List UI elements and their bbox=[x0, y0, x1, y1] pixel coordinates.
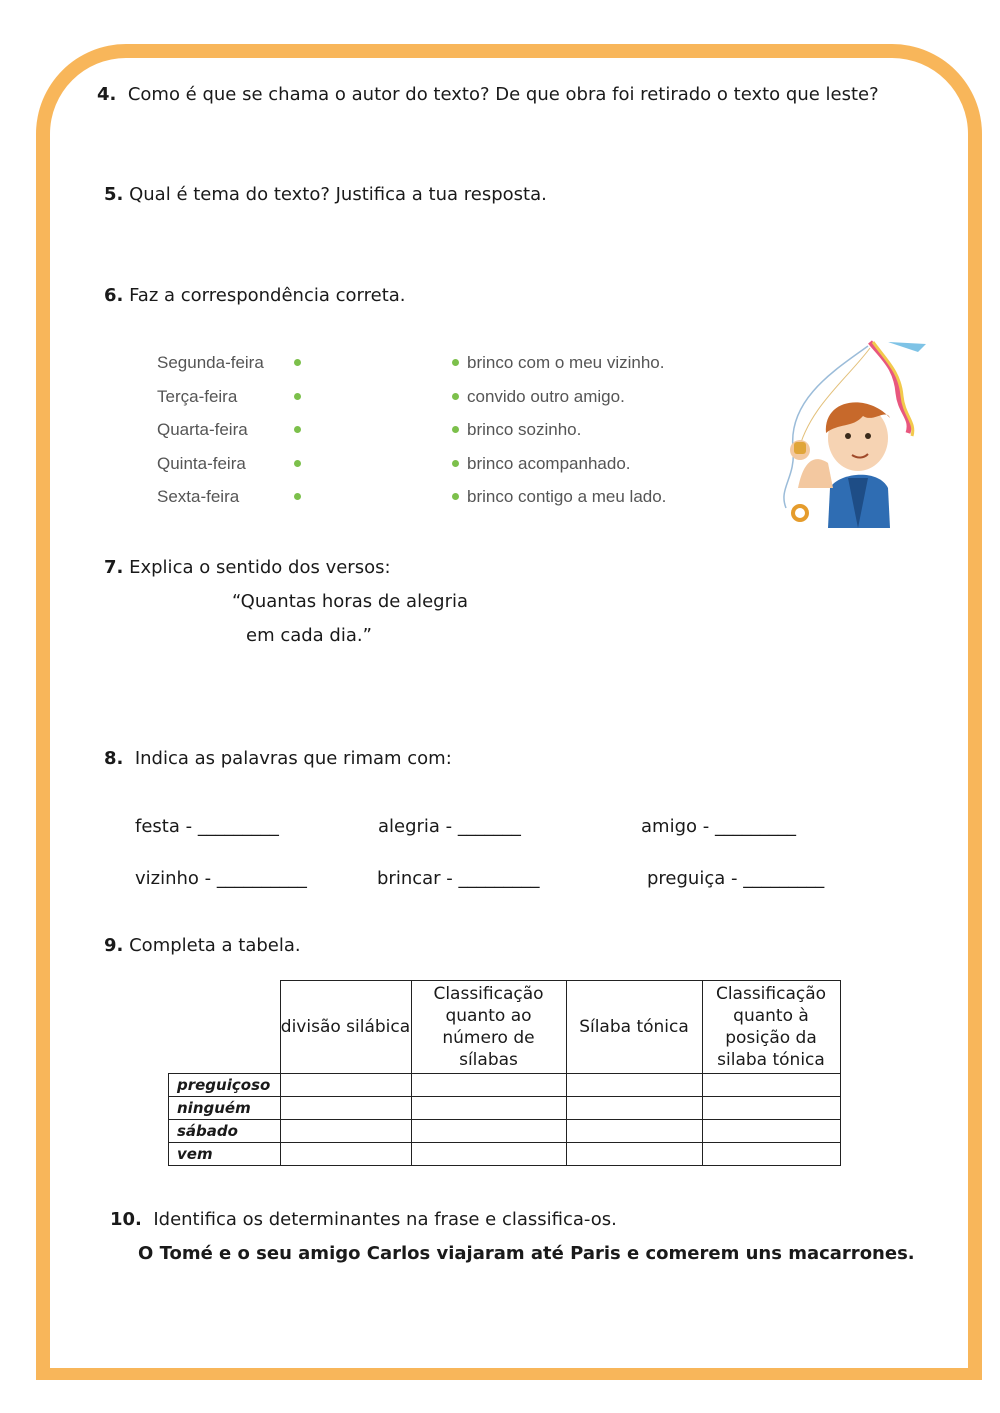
page-frame bbox=[36, 44, 982, 1380]
match-dot[interactable] bbox=[294, 460, 301, 467]
syllable-table bbox=[168, 980, 841, 1166]
question-text: Explica o sentido dos versos: bbox=[129, 557, 391, 578]
question-number: 9. bbox=[104, 935, 124, 956]
match-dot[interactable] bbox=[452, 493, 459, 500]
match-left-item: Segunda-feira bbox=[157, 353, 264, 372]
verse-line-2: em cada dia.” bbox=[246, 625, 372, 646]
question-9 bbox=[104, 935, 301, 956]
match-right-item: brinco com o meu vizinho. bbox=[467, 353, 665, 372]
question-text: Qual é tema do texto? Justifica a tua resposta. bbox=[129, 184, 547, 205]
table-cell[interactable] bbox=[280, 1143, 411, 1166]
table-cell[interactable] bbox=[411, 1097, 566, 1120]
table-cell[interactable] bbox=[702, 1143, 840, 1166]
table-cell[interactable] bbox=[702, 1120, 840, 1143]
table-cell[interactable] bbox=[566, 1097, 702, 1120]
table-header: divisão silábica bbox=[280, 981, 411, 1074]
row-word: vem bbox=[169, 1143, 281, 1166]
table-cell[interactable] bbox=[280, 1097, 411, 1120]
match-right-item: brinco acompanhado. bbox=[467, 454, 631, 473]
match-dot[interactable] bbox=[294, 493, 301, 500]
table-cell[interactable] bbox=[411, 1074, 566, 1097]
rhyme-blank[interactable]: preguiça - _________ bbox=[647, 868, 825, 889]
match-dot[interactable] bbox=[294, 393, 301, 400]
match-dot[interactable] bbox=[452, 460, 459, 467]
question-number: 4. bbox=[97, 84, 117, 105]
question-number: 7. bbox=[104, 557, 124, 578]
table-header: Classificação quanto ao número de sílabas bbox=[411, 981, 566, 1074]
question-number: 8. bbox=[104, 748, 124, 769]
table-cell[interactable] bbox=[280, 1074, 411, 1097]
question-5 bbox=[104, 184, 547, 205]
row-word: ninguém bbox=[169, 1097, 281, 1120]
match-right-item: brinco contigo a meu lado. bbox=[467, 487, 667, 506]
question-number: 10. bbox=[110, 1209, 142, 1230]
match-left-item: Sexta-feira bbox=[157, 487, 240, 506]
question-text: Como é que se chama o autor do texto? De que obra foi retirado o texto que leste? bbox=[127, 84, 879, 105]
question-text: Identifica os determinantes na frase e classifica-os. bbox=[153, 1209, 617, 1230]
question-number: 5. bbox=[104, 184, 124, 205]
table-row bbox=[169, 1097, 841, 1120]
rhyme-blank[interactable]: alegria - _______ bbox=[378, 816, 521, 837]
table-row bbox=[169, 1120, 841, 1143]
rhyme-blank[interactable]: brincar - _________ bbox=[377, 868, 540, 889]
rhyme-blank[interactable]: vizinho - __________ bbox=[135, 868, 307, 889]
question-text: Indica as palavras que rimam com: bbox=[134, 748, 452, 769]
table-corner bbox=[169, 981, 281, 1074]
table-cell[interactable] bbox=[566, 1074, 702, 1097]
table-cell[interactable] bbox=[566, 1120, 702, 1143]
table-cell[interactable] bbox=[702, 1074, 840, 1097]
question-text: Faz a correspondência correta. bbox=[129, 285, 406, 306]
rhyme-blank[interactable]: festa - _________ bbox=[135, 816, 279, 837]
question-8 bbox=[104, 748, 452, 769]
question-7 bbox=[104, 557, 391, 578]
table-row bbox=[169, 1074, 841, 1097]
table-header: Sílaba tónica bbox=[566, 981, 702, 1074]
match-left-item: Quarta-feira bbox=[157, 420, 248, 439]
verse-line-1: “Quantas horas de alegria bbox=[232, 591, 469, 612]
match-dot[interactable] bbox=[452, 393, 459, 400]
match-dot[interactable] bbox=[452, 359, 459, 366]
question-6 bbox=[104, 285, 406, 306]
match-left-item: Quinta-feira bbox=[157, 454, 246, 473]
question-10 bbox=[110, 1209, 617, 1230]
question-4 bbox=[97, 84, 879, 105]
match-dot[interactable] bbox=[294, 359, 301, 366]
table-cell[interactable] bbox=[280, 1120, 411, 1143]
match-left-item: Terça-feira bbox=[157, 387, 238, 406]
match-dot[interactable] bbox=[452, 426, 459, 433]
example-sentence: O Tomé e o seu amigo Carlos viajaram até Paris e comerem uns macarrones. bbox=[138, 1243, 915, 1264]
table-header: Classificação quanto à posição da silaba tónica bbox=[702, 981, 840, 1074]
table-cell[interactable] bbox=[702, 1097, 840, 1120]
match-right-item: brinco sozinho. bbox=[467, 420, 582, 439]
match-dot[interactable] bbox=[294, 426, 301, 433]
question-number: 6. bbox=[104, 285, 124, 306]
question-text: Completa a tabela. bbox=[129, 935, 301, 956]
table-cell[interactable] bbox=[566, 1143, 702, 1166]
rhyme-blank[interactable]: amigo - _________ bbox=[641, 816, 796, 837]
table-cell[interactable] bbox=[411, 1120, 566, 1143]
row-word: sábado bbox=[169, 1120, 281, 1143]
row-word: preguiçoso bbox=[169, 1074, 281, 1097]
table-row bbox=[169, 1143, 841, 1166]
boy-kite-illustration bbox=[768, 338, 928, 528]
table-cell[interactable] bbox=[411, 1143, 566, 1166]
match-right-item: convido outro amigo. bbox=[467, 387, 625, 406]
